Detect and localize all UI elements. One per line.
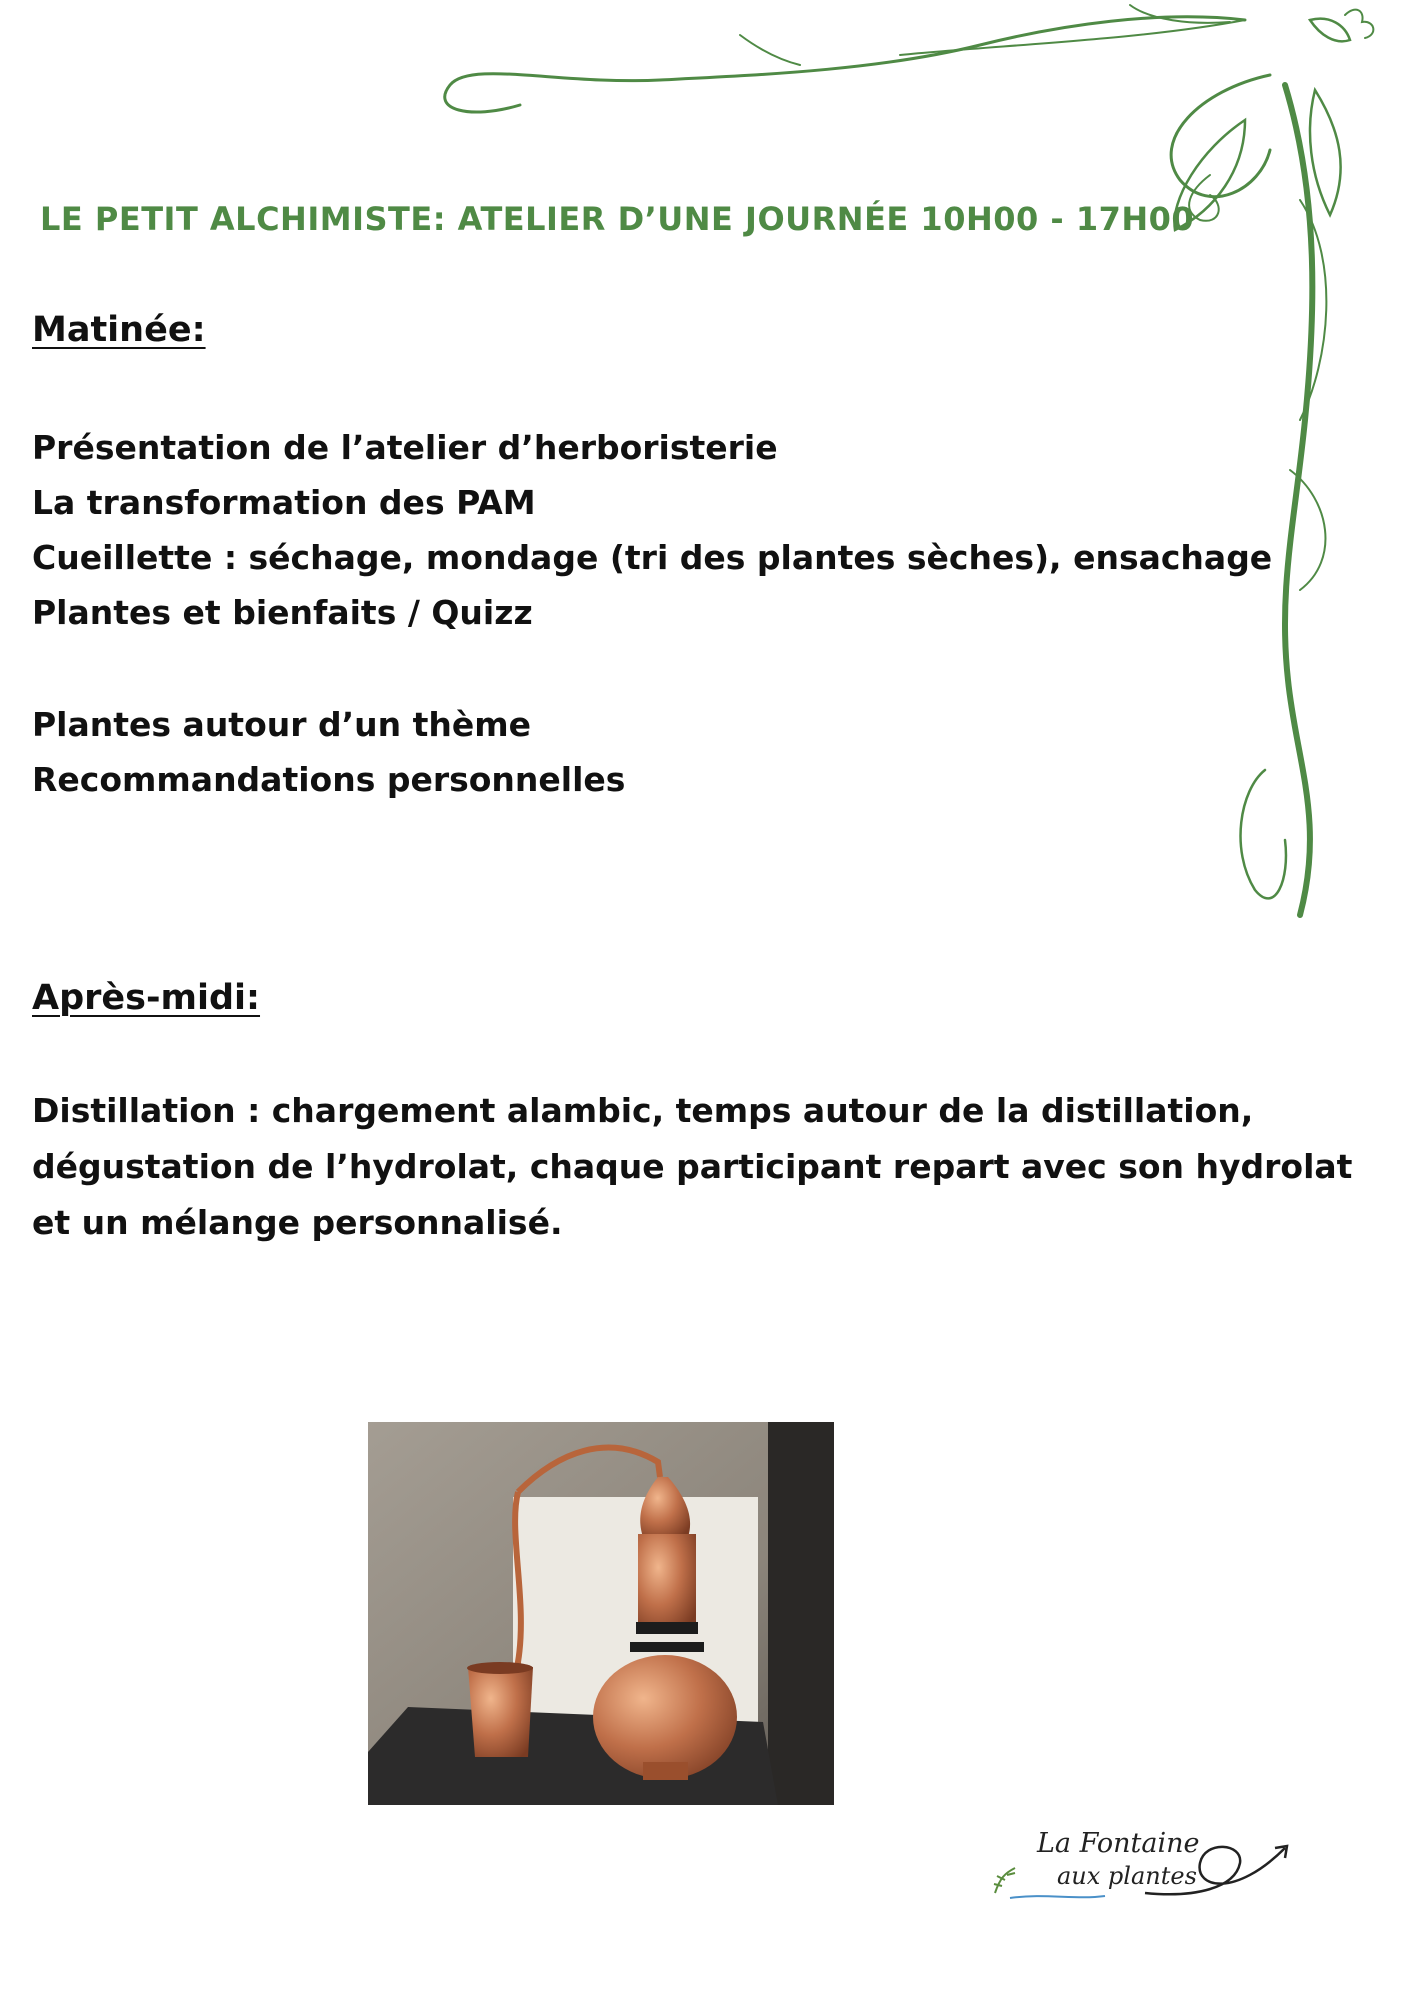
afternoon-heading: Après-midi: xyxy=(32,978,261,1018)
list-item: Recommandations personnelles xyxy=(32,760,626,799)
logo-line-2: aux plantes xyxy=(1057,1862,1197,1890)
list-item: Cueillette : séchage, mondage (tri des plantes sèches), ensachage xyxy=(32,538,1273,577)
list-item: La transformation des PAM xyxy=(32,483,536,522)
brand-logo xyxy=(985,1818,1315,1908)
list-item: Plantes et bienfaits / Quizz xyxy=(32,593,533,632)
logo-line-1: La Fontaine xyxy=(1037,1828,1200,1859)
morning-activities-list-2 xyxy=(32,697,625,807)
copper-alembic-photo xyxy=(368,1422,834,1805)
morning-heading: Matinée: xyxy=(32,310,206,350)
afternoon-description: Distillation : chargement alambic, temps autour de la distillation, dégustation de l’hydrolat, chaque participant repart avec son hydrolat et un mélange personnalisé. xyxy=(32,1091,1353,1242)
list-item: Présentation de l’atelier d’herboristerie xyxy=(32,428,778,467)
page-title: LE PETIT ALCHIMISTE: ATELIER D’UNE JOURNÉE 10H00 - 17H00 xyxy=(40,200,1195,238)
morning-activities-list xyxy=(32,420,1272,640)
leaf-icon xyxy=(994,1868,1015,1893)
list-item: Plantes autour d’un thème xyxy=(32,705,532,744)
